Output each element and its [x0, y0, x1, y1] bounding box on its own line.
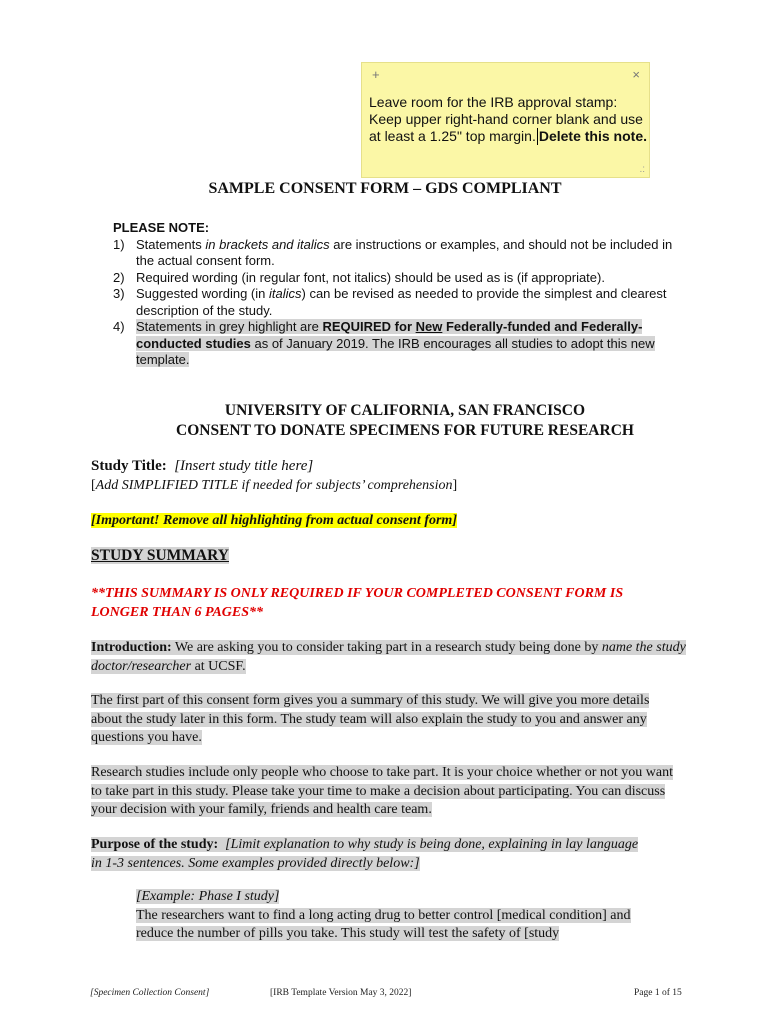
summary-paragraph: The first part of this consent form gives you a summary of this study. We will give you more details about the study later in this form. The study team will also explain the study to you and answer any questions you have. [91, 693, 650, 745]
delete-note-text: Delete this note. [538, 128, 647, 144]
footer-left: [Specimen Collection Consent] [90, 988, 210, 998]
study-title-label: Study Title: [91, 458, 167, 474]
please-note-header: PLEASE NOTE: [113, 220, 210, 235]
introduction-paragraph: Introduction: We are asking you to consider taking part in a research study being done by name the study doctor/researcher at UCSF. [91, 640, 686, 674]
close-icon[interactable]: × [632, 67, 640, 82]
note-line-2: Keep upper right-hand corner blank and use [369, 111, 643, 127]
heading-university: UNIVERSITY OF CALIFORNIA, SAN FRANCISCO [224, 402, 586, 419]
note-item: 3) Suggested wording (in italics) can be revised as needed to provide the simplest and clearest description of the study. [113, 286, 667, 318]
purpose-paragraph: Purpose of the study: [Limit explanation to why study is being done, explaining in lay language in 1-3 sentences. Some examples provided directly below:] [91, 837, 639, 871]
choice-paragraph: Research studies include only people who choose to take part. It is your choice whether or not you want to take part in this study. Please take your time to make a decision about participating. You can discuss your decision with your family, friends and health care team. [91, 765, 674, 817]
plus-icon[interactable]: + [372, 67, 380, 82]
heading-consent: CONSENT TO DONATE SPECIMENS FOR FUTURE RESEARCH [176, 422, 634, 439]
study-title-value: [Insert study title here] [174, 458, 314, 474]
note-item: 2) Required wording (in regular font, not italics) should be used as is (if appropriate). [113, 269, 605, 285]
please-note-block [113, 220, 683, 369]
sticky-note-text[interactable] [369, 94, 647, 145]
text-cursor [537, 128, 538, 145]
resize-grip-icon[interactable]: .: [639, 164, 645, 175]
study-summary-heading: STUDY SUMMARY [91, 547, 229, 564]
footer-center: [IRB Template Version May 3, 2022] [270, 988, 412, 998]
summary-warning: **THIS SUMMARY IS ONLY REQUIRED IF YOUR COMPLETED CONSENT FORM IS LONGER THAN 6 PAGES** [91, 586, 624, 620]
example-block: [Example: Phase I study] The researchers want to find a long acting drug to better control [medical condition] and reduce the number of pills you take. This study will test the safety of [study [136, 889, 631, 941]
important-note: [Important! Remove all highlighting from actual consent form] [91, 513, 457, 528]
note-line-3: at least a 1.25" top margin. Delete this note. [369, 128, 647, 144]
page-title: SAMPLE CONSENT FORM – GDS COMPLIANT [208, 180, 562, 197]
sticky-note[interactable] [361, 62, 650, 178]
note-line-1: Leave room for the IRB approval stamp: [369, 94, 618, 110]
simplified-title-line: [Add SIMPLIFIED TITLE if needed for subjects’ comprehension] [91, 478, 458, 493]
study-title-line [91, 457, 691, 476]
note-item: 4) Statements in grey highlight are REQUIRED for New Federally-funded and Federally-conducted studies as of January 2019. The IRB encourages all studies to adopt this new template. [113, 319, 655, 367]
note-item: 1) Statements in brackets and italics are instructions or examples, and should not be included in the actual consent form. [113, 236, 673, 268]
footer-page-number: Page 1 of 15 [634, 988, 682, 998]
